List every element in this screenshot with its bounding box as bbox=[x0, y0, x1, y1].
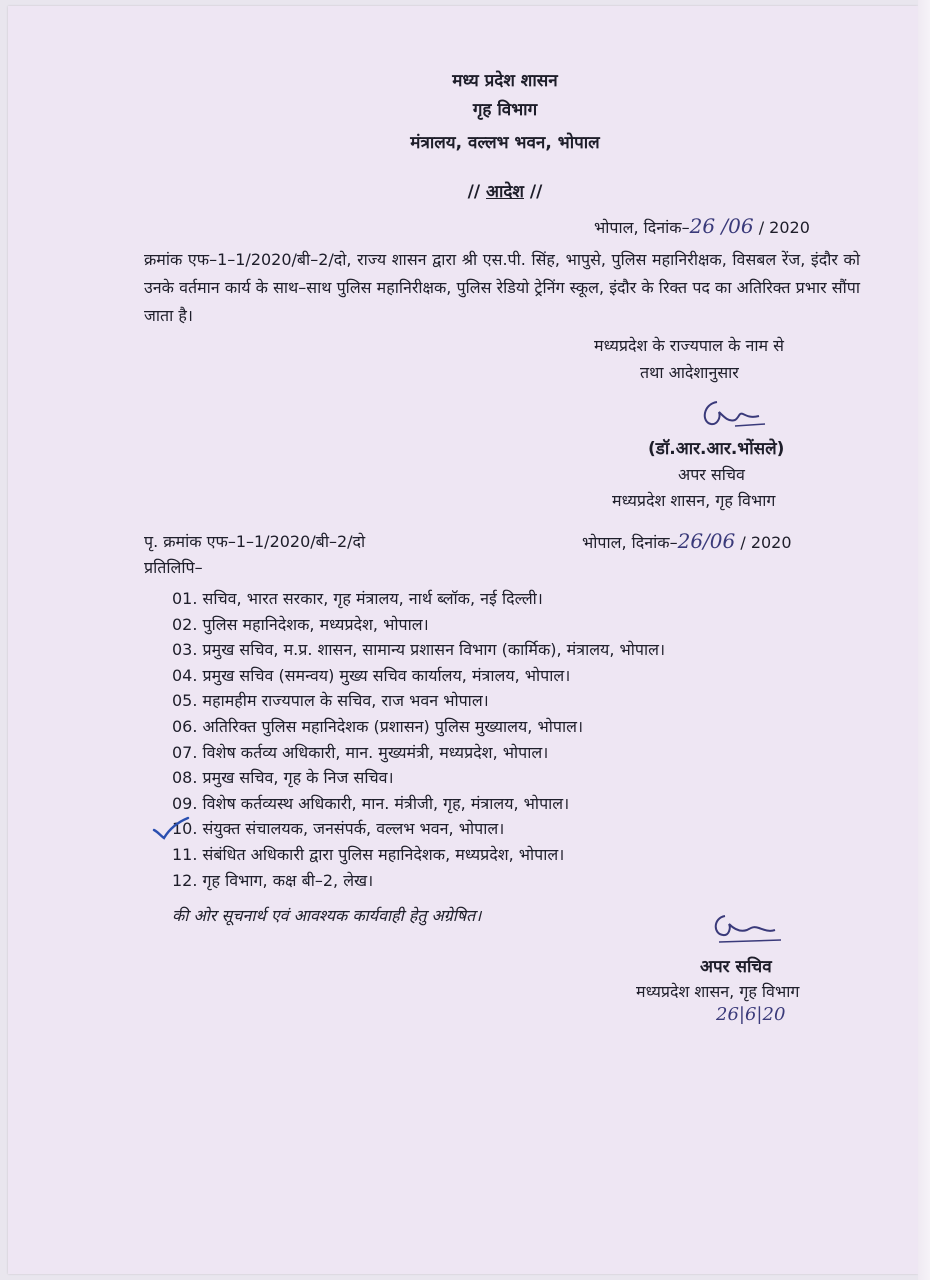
copy-list-item: 08. प्रमुख सचिव, गृह के निज सचिव। bbox=[172, 768, 394, 788]
signatory-1-name: (डॉ.आर.आर.भोंसले) bbox=[648, 439, 785, 459]
tick-mark-icon bbox=[152, 816, 192, 842]
order-title bbox=[330, 179, 680, 202]
endorsement-date bbox=[582, 529, 792, 553]
order-title-word: आदेश bbox=[486, 182, 524, 202]
authority-line-2: तथा आदेशानुसार bbox=[640, 363, 739, 382]
order-date bbox=[594, 214, 810, 238]
copy-list bbox=[172, 586, 665, 893]
closing-note: की ओर सूचनार्थ एवं आवश्यक कार्यवाही हेतु अग्रेषित। bbox=[172, 906, 482, 925]
header-line-3: मंत्रालय, वल्लभ भवन, भोपाल bbox=[410, 133, 600, 153]
endorsement-date-year: / 2020 bbox=[740, 533, 792, 552]
order-date-year: / 2020 bbox=[758, 218, 810, 237]
copy-list-item: 04. प्रमुख सचिव (समन्वय) मुख्य सचिव कार्यालय, मंत्रालय, भोपाल। bbox=[172, 665, 571, 685]
copy-list-item: 12. गृह विभाग, कक्ष बी–2, लेख। bbox=[172, 870, 374, 890]
signatory-1-department: मध्यप्रदेश शासन, गृह विभाग bbox=[612, 491, 776, 510]
order-title-suffix: // bbox=[529, 182, 543, 202]
signatory-2-handwritten-date: 26|6|20 bbox=[716, 1004, 786, 1025]
copy-list-item: 09. विशेष कर्तव्यस्थ अधिकारी, मान. मंत्रीजी, गृह, मंत्रालय, भोपाल। bbox=[172, 793, 570, 813]
signature-1-mark bbox=[695, 396, 775, 436]
authority-line-1: मध्यप्रदेश के राज्यपाल के नाम से bbox=[594, 336, 784, 355]
signatory-2-designation: अपर सचिव bbox=[700, 957, 772, 977]
order-date-handwritten: 26 /06 bbox=[689, 214, 754, 238]
endorsement-date-label: भोपाल, दिनांक– bbox=[582, 533, 678, 552]
copy-label: प्रतिलिपि– bbox=[144, 558, 203, 577]
signatory-1-designation: अपर सचिव bbox=[678, 465, 745, 484]
order-paragraph: क्रमांक एफ–1–1/2020/बी–2/दो, राज्य शासन द्वारा श्री एस.पी. सिंह, भापुसे, पुलिस महानिरीक्षक, विसबल रेंज, इंदौर को उनके वर्तमान कार्य के साथ–साथ पुलिस महानिरीक्षक, पुलिस रेडियो ट्रेनिंग स्कूल, इंदौर के रिक्त पद का अतिरिक्त प्रभार सौंपा जाता है। bbox=[144, 250, 860, 325]
signatory-2-department: मध्यप्रदेश शासन, गृह विभाग bbox=[636, 982, 800, 1001]
scan-edge bbox=[918, 0, 930, 1280]
signature-2-mark bbox=[705, 908, 785, 948]
endorsement-ref: पृ. क्रमांक एफ–1–1/2020/बी–2/दो bbox=[144, 532, 366, 551]
copy-list-item: 05. महामहीम राज्यपाल के सचिव, राज भवन भोपाल। bbox=[172, 691, 489, 711]
endorsement-date-handwritten: 26/06 bbox=[677, 529, 736, 553]
header-line-1: मध्य प्रदेश शासन bbox=[452, 71, 558, 91]
order-date-label: भोपाल, दिनांक– bbox=[594, 218, 690, 237]
copy-list-item: 11. संबंधित अधिकारी द्वारा पुलिस महानिदेशक, मध्यप्रदेश, भोपाल। bbox=[172, 844, 565, 864]
copy-list-item: 07. विशेष कर्तव्य अधिकारी, मान. मुख्यमंत्री, मध्यप्रदेश, भोपाल। bbox=[172, 742, 549, 762]
copy-list-item: 10. संयुक्त संचालयक, जनसंपर्क, वल्लभ भवन, भोपाल। bbox=[172, 819, 505, 839]
header-line-2: गृह विभाग bbox=[472, 100, 538, 120]
order-title-prefix: // bbox=[467, 182, 481, 202]
copy-list-item: 06. अतिरिक्त पुलिस महानिदेशक (प्रशासन) पुलिस मुख्यालय, भोपाल। bbox=[172, 716, 584, 736]
copy-list-item: 01. सचिव, भारत सरकार, गृह मंत्रालय, नार्थ ब्लॉक, नई दिल्ली। bbox=[172, 589, 543, 608]
copy-list-item: 02. पुलिस महानिदेशक, मध्यप्रदेश, भोपाल। bbox=[172, 614, 429, 634]
copy-list-item: 03. प्रमुख सचिव, म.प्र. शासन, सामान्य प्रशासन विभाग (कार्मिक), मंत्रालय, भोपाल। bbox=[172, 640, 666, 660]
